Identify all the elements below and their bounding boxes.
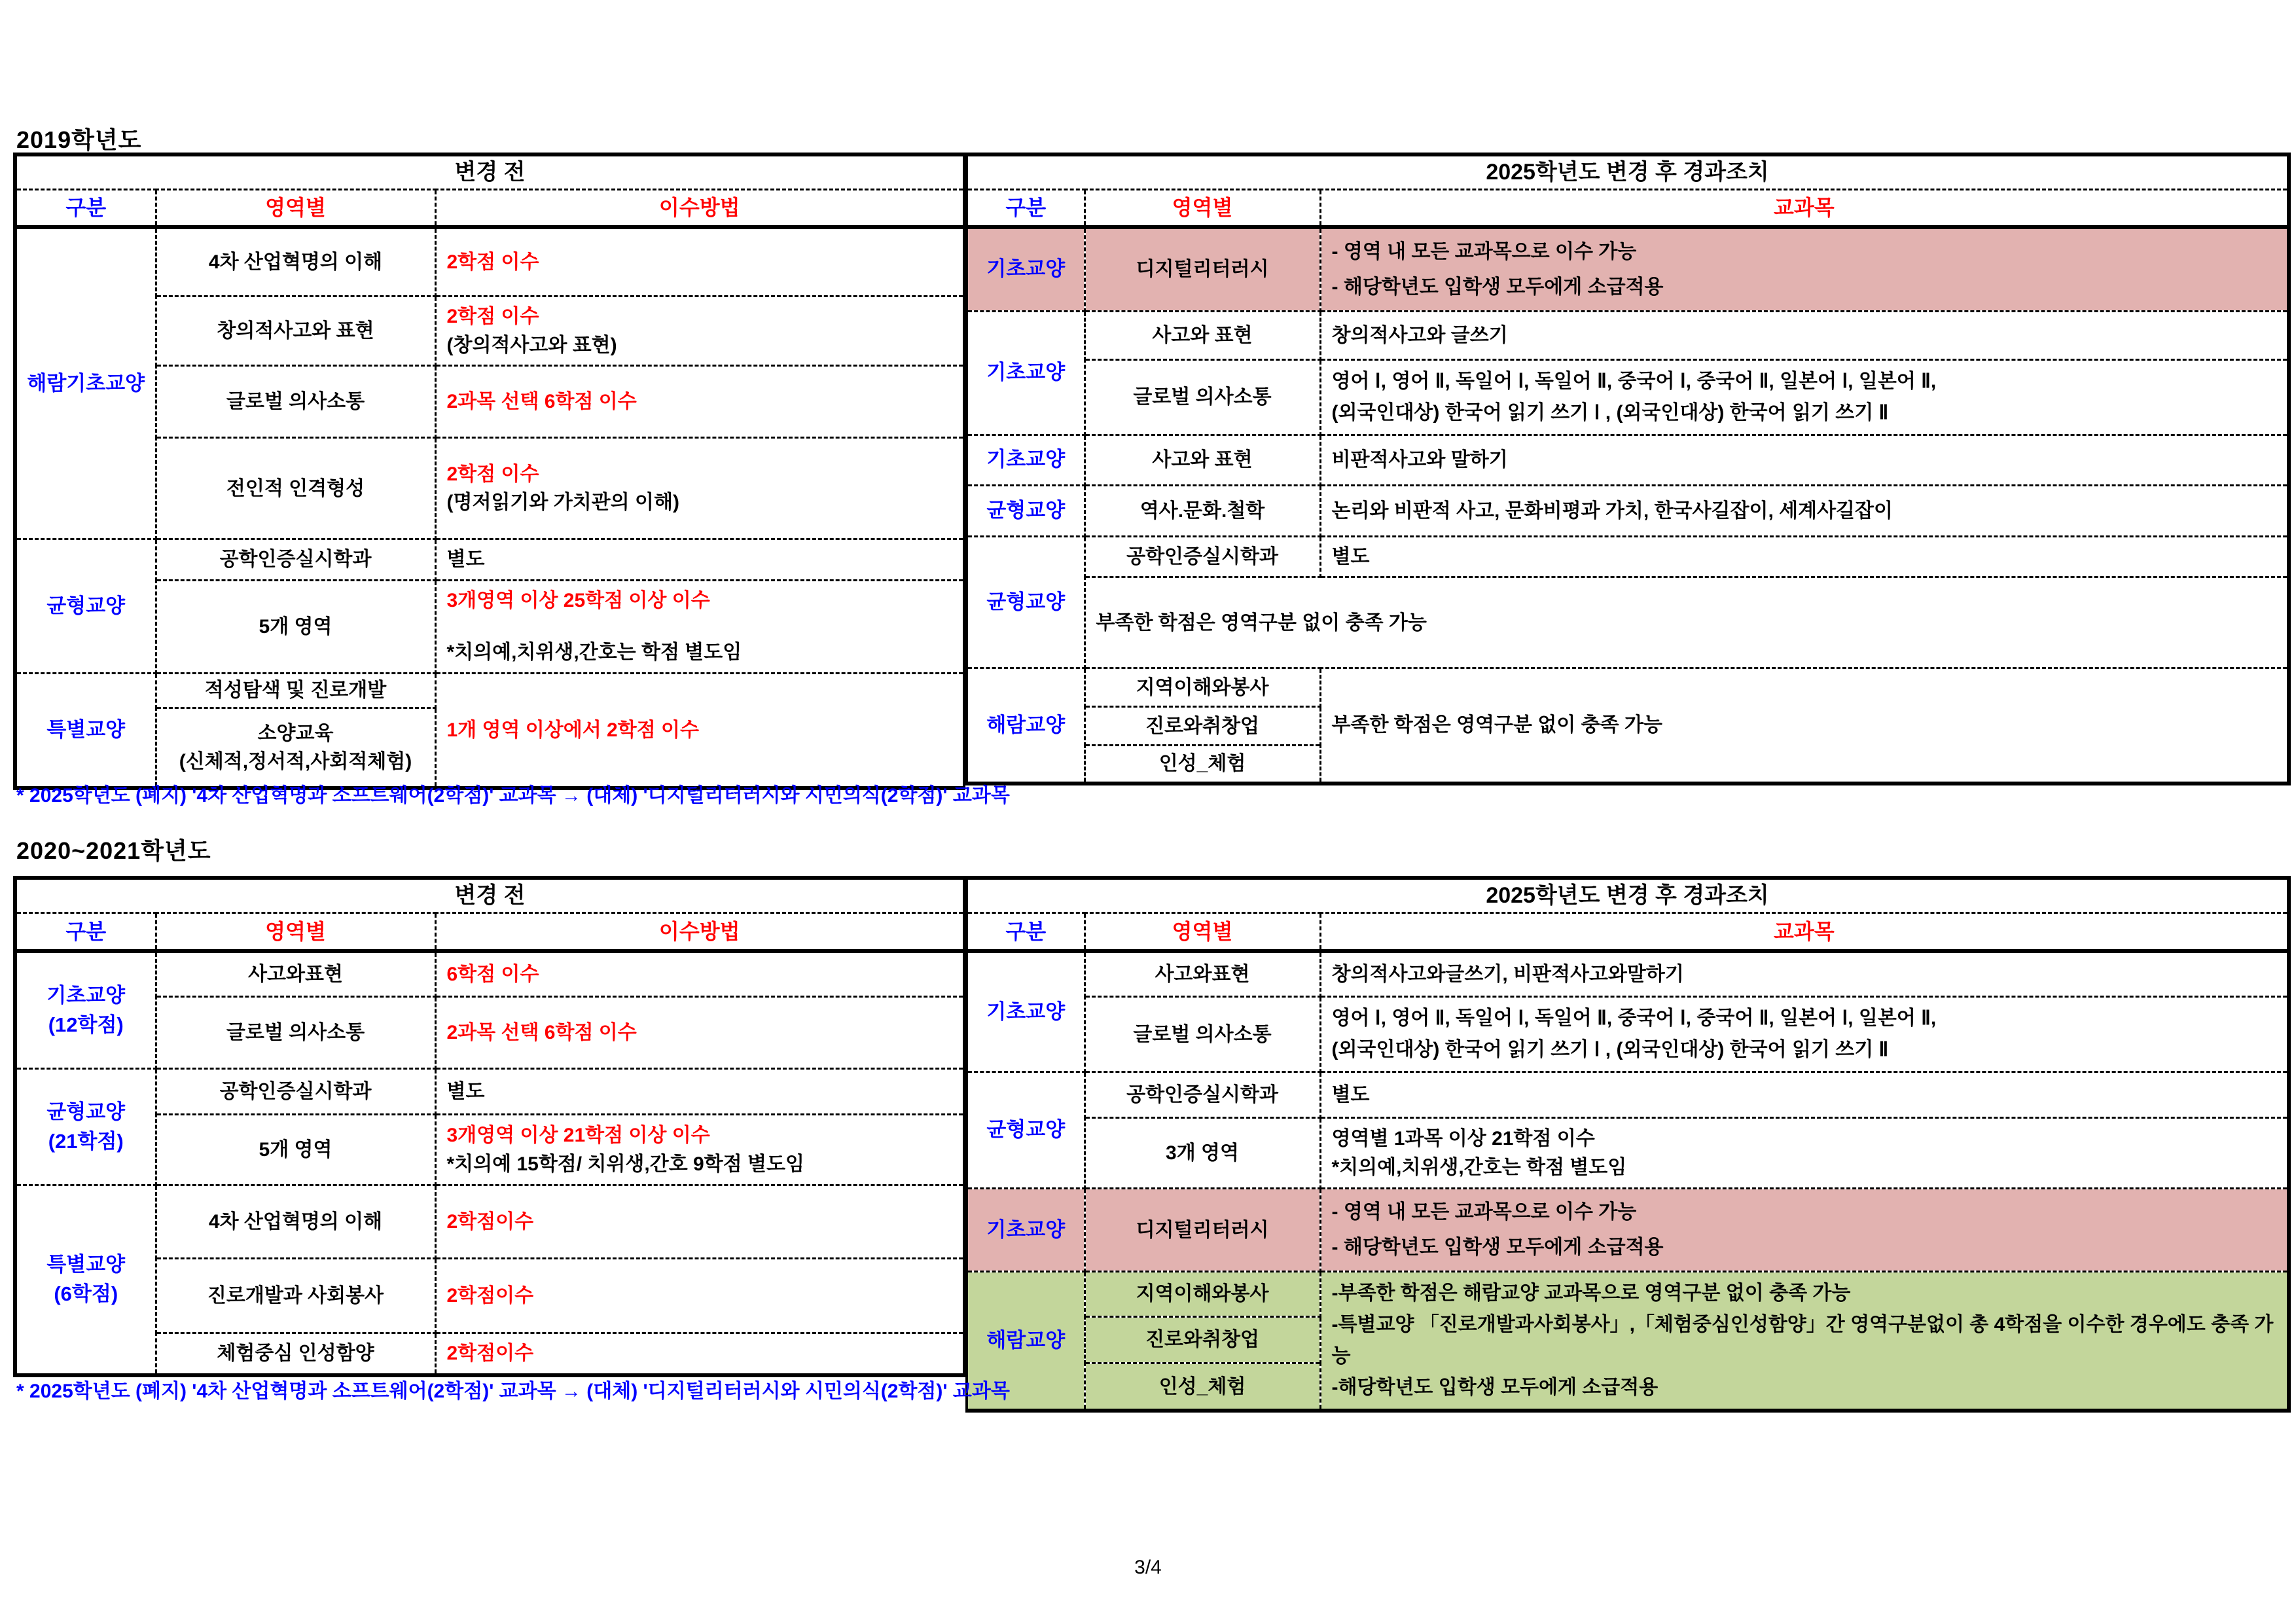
cell-category-group: 균형교양 — [15, 539, 156, 674]
cell-method: 2학점이수 — [435, 1333, 964, 1375]
method-red-line: 3개영역 이상 25학점 이상 이수 — [446, 589, 710, 611]
cell-area: 글로벌 의사소통 — [1085, 997, 1320, 1072]
cell-method-merged: 1개 영역 이상에서 2학점 이수 — [435, 673, 964, 788]
subject-line: 영어 Ⅰ, 영어 Ⅱ, 독일어 Ⅰ, 독일어 Ⅱ, 중국어 Ⅰ, 중국어 Ⅱ, 일본어 Ⅰ, 일본어 Ⅱ, — [1331, 1007, 1937, 1030]
table-2020-2021 — [13, 876, 2291, 1413]
subject-line: 영어 Ⅰ, 영어 Ⅱ, 독일어 Ⅰ, 독일어 Ⅱ, 중국어 Ⅰ, 중국어 Ⅱ, 일본어 Ⅰ, 일본어 Ⅱ, — [1331, 370, 1937, 392]
cell-area: 공학인증실시학과 — [156, 1069, 435, 1115]
col-header-category: 구분 — [15, 913, 156, 951]
table-header-before: 변경 전 — [15, 154, 964, 190]
cell-area: 4차 산업혁명의 이해 — [156, 1185, 435, 1259]
col-header-subject: 교과목 — [1320, 190, 2289, 227]
col-header-method: 이수방법 — [435, 190, 964, 227]
subject-line: - 영역 내 모든 교과목으로 이수 가능 — [1331, 1201, 1637, 1223]
cell-category-group: 기초교양 — [967, 311, 1085, 435]
cell-area — [156, 708, 435, 788]
cell-subject: 별도 — [1320, 536, 2289, 577]
cell-category: 기초교양 — [967, 227, 1085, 312]
col-header-area: 영역별 — [156, 913, 435, 951]
cell-subject: 별도 — [1320, 1072, 2289, 1118]
cell-subject-merged: 부족한 학점은 영역구분 없이 충족 가능 — [1320, 668, 2289, 784]
cell-category: 기초교양 — [967, 1189, 1085, 1272]
area-line: (신체적,정서적,사회적체험) — [179, 751, 412, 773]
area-line: 소양교육 — [257, 722, 334, 744]
method-red-line: 2학점 이수 — [446, 306, 539, 328]
cell-area: 지역이해와봉사 — [1085, 668, 1320, 707]
table-2019-after — [965, 153, 2291, 785]
table-2020-before — [13, 876, 965, 1377]
cell-subject: 논리와 비판적 사고, 문화비평과 가치, 한국사길잡이, 세계사길잡이 — [1320, 485, 2289, 536]
cell-subject-merged: 부족한 학점은 영역구분 없이 충족 가능 — [1085, 577, 2289, 668]
subject-line: (외국인대상) 한국어 읽기 쓰기 Ⅰ , (외국인대상) 한국어 읽기 쓰기 Ⅱ — [1331, 401, 1889, 424]
category-line: (12학점) — [48, 1013, 124, 1036]
col-header-area: 영역별 — [1085, 913, 1320, 951]
method-note-line: (창의적사고와 표현) — [446, 334, 617, 356]
cell-method — [435, 1115, 964, 1185]
cell-area: 디지털리터러시 — [1085, 227, 1320, 312]
cell-method: 2학점 이수 — [435, 227, 964, 297]
cell-category-group: 기초교양 — [967, 951, 1085, 1072]
cell-area: 공학인증실시학과 — [1085, 1072, 1320, 1118]
cell-method — [435, 438, 964, 539]
category-line: 균형교양 — [46, 1100, 126, 1123]
method-note-line: *치의예,치위생,간호는 학점 별도임 — [446, 641, 742, 664]
subject-line: 영역별 1과목 이상 21학점 이수 — [1331, 1128, 1595, 1150]
cell-area: 진로개발과 사회봉사 — [156, 1259, 435, 1333]
cell-category: 기초교양 — [967, 435, 1085, 485]
cell-area: 진로와취창업 — [1085, 707, 1320, 746]
cell-method: 별도 — [435, 1069, 964, 1115]
cell-subject — [1320, 359, 2289, 435]
cell-category-group: 해람교양 — [967, 1272, 1085, 1411]
col-header-area: 영역별 — [1085, 190, 1320, 227]
cell-area: 사고와 표현 — [1085, 311, 1320, 359]
cell-method: 6학점 이수 — [435, 951, 964, 997]
subject-line: - 영역 내 모든 교과목으로 이수 가능 — [1331, 240, 1637, 262]
cell-area: 진로와취창업 — [1085, 1317, 1320, 1363]
cell-category-group: 균형교양 — [967, 536, 1085, 668]
table-2019 — [13, 153, 2291, 790]
cell-area: 공학인증실시학과 — [156, 539, 435, 581]
cell-area: 사고와표현 — [1085, 951, 1320, 997]
method-red-line: 3개영역 이상 21학점 이상 이수 — [446, 1125, 710, 1147]
cell-subject — [1320, 1189, 2289, 1272]
cell-category-group — [15, 1069, 156, 1185]
cell-method: 2학점이수 — [435, 1185, 964, 1259]
cell-category-group — [15, 951, 156, 1069]
cell-area: 공학인증실시학과 — [1085, 536, 1320, 577]
cell-subject — [1320, 997, 2289, 1072]
cell-subject-merged — [1320, 1272, 2289, 1411]
cell-area: 4차 산업혁명의 이해 — [156, 227, 435, 297]
category-line: (6학점) — [54, 1282, 118, 1306]
note-line: -해당학년도 입학생 모두에게 소급적용 — [1331, 1377, 1659, 1399]
cell-area: 적성탐색 및 진로개발 — [156, 673, 435, 708]
subject-line: *치의예,치위생,간호는 학점 별도임 — [1331, 1156, 1627, 1178]
section-title-2019: 2019학년도 — [16, 126, 142, 153]
table-2019-before — [13, 153, 965, 790]
cell-area: 글로벌 의사소통 — [156, 366, 435, 438]
col-header-method: 이수방법 — [435, 913, 964, 951]
footnote-2019: * 2025학년도 (폐지) '4차 산업혁명과 소프트웨어(2학점)' 교과목 → (대체) '디지털리터러시와 시민의식(2학점)' 교과목 — [16, 785, 1010, 806]
table-2020-after — [965, 876, 2291, 1413]
cell-method — [435, 580, 964, 673]
cell-category-group: 특별교양 — [15, 673, 156, 788]
cell-subject: 창의적사고와 글쓰기 — [1320, 311, 2289, 359]
col-header-subject: 교과목 — [1320, 913, 2289, 951]
category-line: 특별교양 — [46, 1253, 126, 1276]
cell-area: 전인적 인격형성 — [156, 438, 435, 539]
method-note-line: *치의예 15학점/ 치위생,간호 9학점 별도임 — [446, 1153, 804, 1175]
cell-area: 글로벌 의사소통 — [156, 997, 435, 1069]
cell-area: 창의적사고와 표현 — [156, 297, 435, 366]
category-line: (21학점) — [48, 1129, 124, 1153]
footnote-2020-2021: * 2025학년도 (폐지) '4차 산업혁명과 소프트웨어(2학점)' 교과목 → (대체) '디지털리터러시와 시민의식(2학점)' 교과목 — [16, 1380, 1010, 1402]
cell-area: 역사.문화.철학 — [1085, 485, 1320, 536]
cell-subject — [1320, 1118, 2289, 1189]
cell-category-group: 균형교양 — [967, 1072, 1085, 1189]
cell-method: 2과목 선택 6학점 이수 — [435, 997, 964, 1069]
cell-area: 글로벌 의사소통 — [1085, 359, 1320, 435]
col-header-category: 구분 — [15, 190, 156, 227]
cell-method: 2과목 선택 6학점 이수 — [435, 366, 964, 438]
table-header-after: 2025학년도 변경 후 경과조치 — [967, 878, 2289, 913]
cell-method — [435, 297, 964, 366]
category-line: 기초교양 — [46, 983, 126, 1007]
cell-category-group: 해람기초교양 — [15, 227, 156, 539]
table-header-after: 2025학년도 변경 후 경과조치 — [967, 154, 2289, 190]
method-red-line: 2학점 이수 — [446, 463, 539, 485]
cell-category-group — [15, 1185, 156, 1375]
note-line: -부족한 학점은 해람교양 교과목으로 영역구분 없이 충족 가능 — [1331, 1282, 1851, 1305]
cell-area: 5개 영역 — [156, 580, 435, 673]
col-header-category: 구분 — [967, 913, 1085, 951]
subject-line: - 해당학년도 입학생 모두에게 소급적용 — [1331, 276, 1664, 298]
subject-line: - 해당학년도 입학생 모두에게 소급적용 — [1331, 1236, 1664, 1259]
cell-area: 인성_체험 — [1085, 746, 1320, 784]
table-header-before: 변경 전 — [15, 878, 964, 913]
cell-method: 2학점이수 — [435, 1259, 964, 1333]
cell-area: 3개 영역 — [1085, 1118, 1320, 1189]
section-title-2020-2021: 2020~2021학년도 — [16, 837, 211, 864]
cell-area: 사고와표현 — [156, 951, 435, 997]
col-header-area: 영역별 — [156, 190, 435, 227]
cell-method: 별도 — [435, 539, 964, 581]
cell-area: 체험중심 인성함양 — [156, 1333, 435, 1375]
cell-area: 디지털리터러시 — [1085, 1189, 1320, 1272]
cell-subject: 비판적사고와 말하기 — [1320, 435, 2289, 485]
note-line: -특별교양 「진로개발과사회봉사」,「체험중심인성함양」간 영역구분없이 총 4학점을 이수한 경우에도 충족 가능 — [1331, 1314, 2274, 1367]
cell-category-group: 해람교양 — [967, 668, 1085, 784]
subject-line: (외국인대상) 한국어 읽기 쓰기 Ⅰ , (외국인대상) 한국어 읽기 쓰기 Ⅱ — [1331, 1039, 1889, 1061]
cell-area: 인성_체험 — [1085, 1363, 1320, 1411]
cell-area: 지역이해와봉사 — [1085, 1272, 1320, 1317]
cell-area: 5개 영역 — [156, 1115, 435, 1185]
cell-category: 균형교양 — [967, 485, 1085, 536]
method-note-line: (명저읽기와 가치관의 이해) — [446, 492, 679, 514]
page-number: 3/4 — [1134, 1557, 1162, 1578]
cell-subject — [1320, 227, 2289, 312]
cell-area: 사고와 표현 — [1085, 435, 1320, 485]
cell-subject: 창의적사고와글쓰기, 비판적사고와말하기 — [1320, 951, 2289, 997]
col-header-category: 구분 — [967, 190, 1085, 227]
